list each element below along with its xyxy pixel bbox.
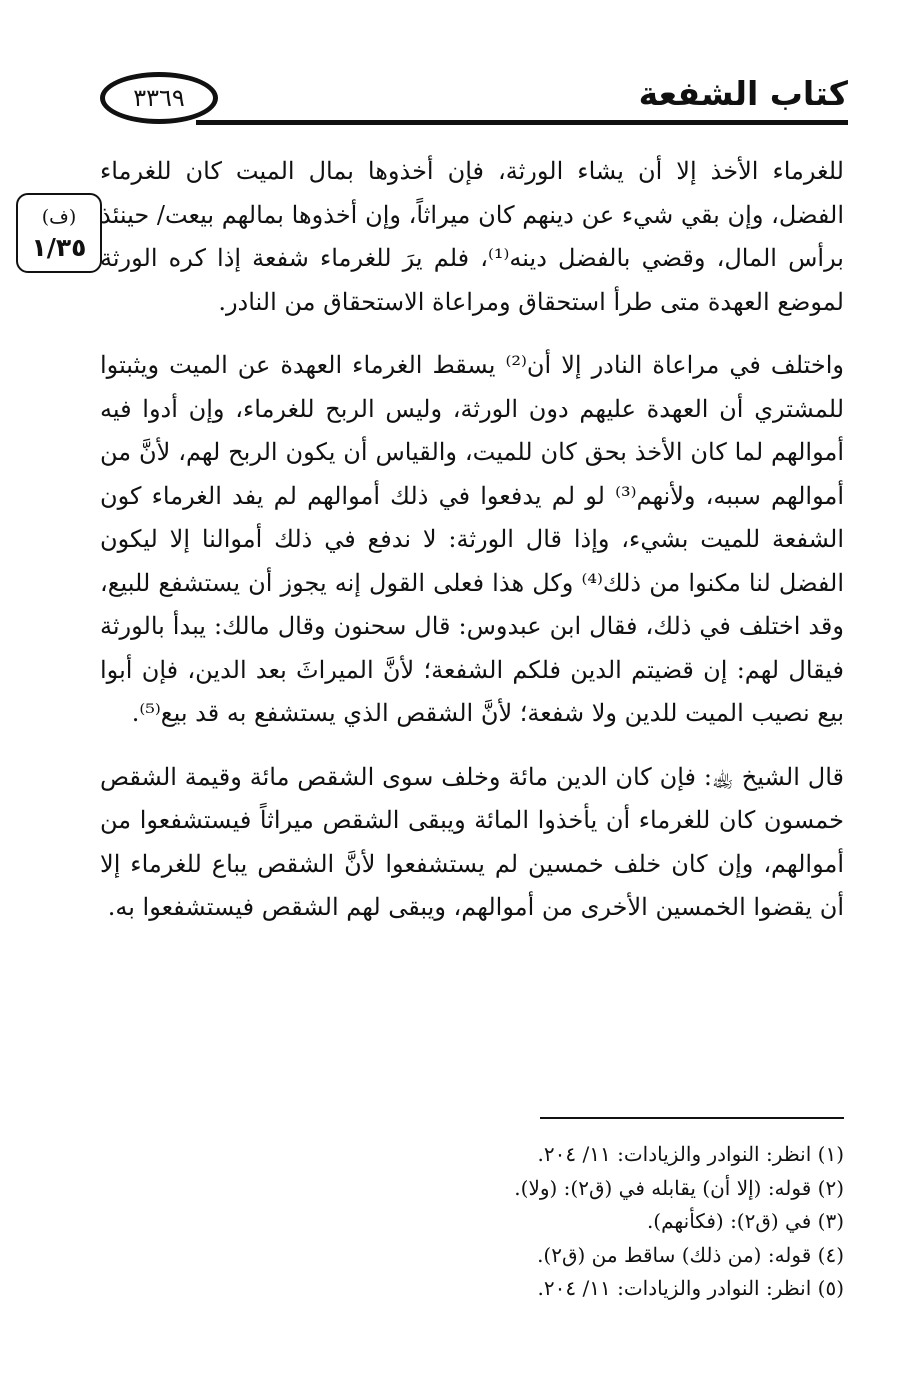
- manuscript-folio-note: [16, 193, 102, 273]
- page-number: ٣٣٦٩: [133, 84, 185, 112]
- folio-note-number: ١/٣٥: [31, 233, 87, 262]
- paragraph-2: واختلف في مراعاة النادر إلا أن⁽²⁾ يسقط الغرماء العهدة عن الميت ويثبتوا للمشتري أن العهدة عليهم دون الورثة، وليس الربح للغرماء، وإن أدوا فيه أموالهم لما كان الأخذ بحق كان للميت، والقياس أن يكون الربح لهم، لأنَّ من أموالهم سببه، ولأنهم⁽³⁾ لو لم يدفعوا في ذلك أموالهم لم يفد الغرماء كون الشفعة للميت بشيء، وإذا قال الورثة: لا ندفع في ذلك أموالنا إلا ليكون الفضل لنا مكنوا من ذلك⁽⁴⁾ وكل هذا فعلى القول إنه يجوز أن يستشفع للبيع، وقد اختلف في ذلك، فقال ابن عبدوس: قال سحنون وقال مالك: يبدأ بالورثة فيقال لهم: إن قضيتم الدين فلكم الشفعة؛ لأنَّ الميراثَ بعد الدين، فإن أبوا بيع نصيب الميت للدين ولا شفعة؛ لأنَّ الشقص الذي يستشفع به قد بيع⁽⁵⁾.: [100, 351, 845, 727]
- paragraph-gap: [100, 324, 844, 344]
- footnote-5: (٥) انظر: النوادر والزيادات: ١١/ ٢٠٤.: [537, 1276, 844, 1300]
- footnote-separator: [540, 1117, 844, 1119]
- paragraph-3: قال الشيخ ﵀: فإن كان الدين مائة وخلف سوى الشقص مائة وقيمة الشقص خمسون كان للغرماء أن يأخذوا المائة ويبقى الشقص ميراثاً فيستشفعوا من أموالهم، وإن كان خلف خمسين لم يستشفعوا لأنَّ الشقص يباع للغرماء إلا أن يقضوا الخمسين الأخرى من أموالهم، ويبقى لهم الشقص فيستشفعوا به.: [100, 762, 844, 921]
- footnotes: [100, 1138, 844, 1306]
- page-header: [96, 62, 848, 132]
- book-title: كتاب الشفعة: [638, 74, 848, 113]
- footnote-2: (٢) قوله: (إلا أن) يقابله في (ق٢): (ولا).: [514, 1175, 844, 1200]
- main-text: [100, 150, 844, 930]
- footnote-1: (١) انظر: النوادر والزيادات: ١١/ ٢٠٤.: [537, 1142, 844, 1166]
- footnote-3: (٣) في (ق٢): (فكأنهم).: [646, 1209, 844, 1233]
- folio-note-label: (ف): [41, 206, 77, 228]
- page-number-frame: [100, 72, 218, 124]
- paragraph-gap: [100, 736, 844, 756]
- paragraph-1: للغرماء الأخذ إلا أن يشاء الورثة، فإن أخذوها بمال الميت كان للغرماء الفضل، وإن بقي شيء عن دينهم كان ميراثاً، وإن أخذوها بمالهم بيعت/ حينئذ برأس المال، وقضي بالفضل دينه⁽¹⁾، فلم يرَ للغرماء شفعة إذا كره الورثة لموضع العهدة متى طرأ استحقاق ومراعاة الاستحقاق من النادر.: [100, 157, 844, 316]
- footnote-4: (٤) قوله: (من ذلك) ساقط من (ق٢).: [537, 1242, 844, 1267]
- header-rule: [196, 120, 848, 125]
